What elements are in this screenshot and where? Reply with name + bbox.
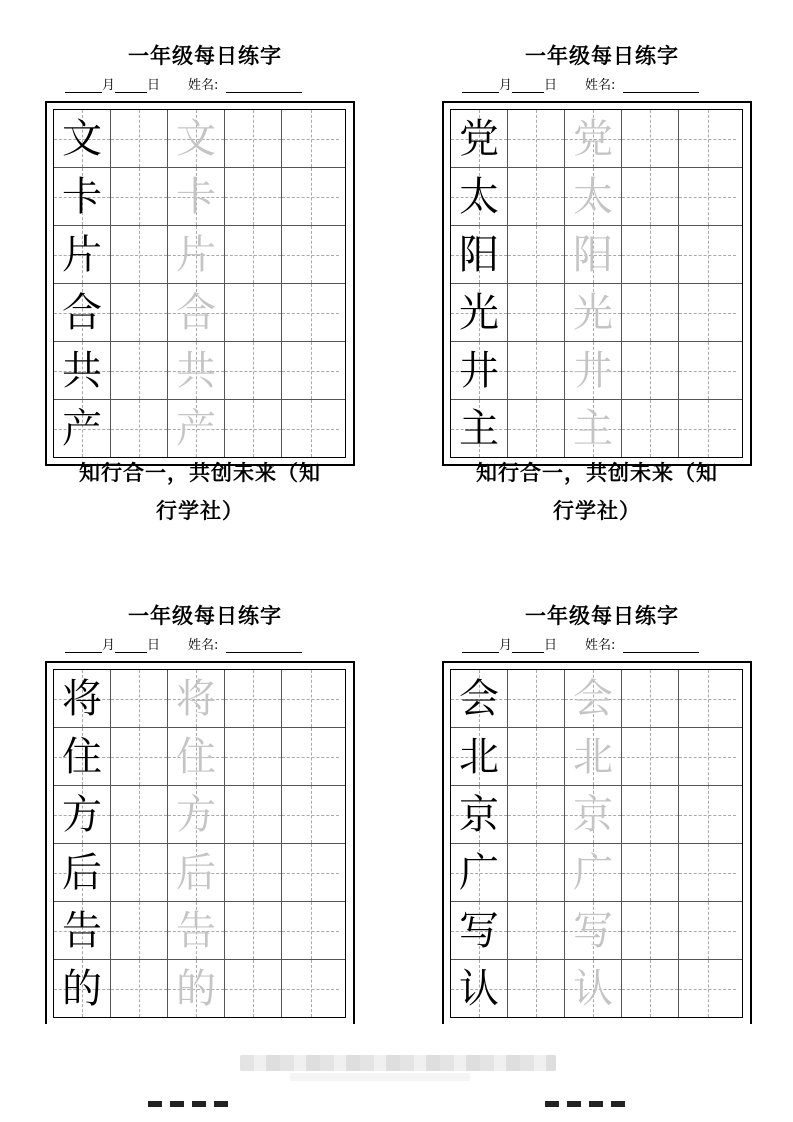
practice-cell[interactable] xyxy=(282,226,339,283)
grid-row xyxy=(451,400,742,457)
practice-cell[interactable] xyxy=(225,400,282,457)
practice-cell[interactable] xyxy=(111,342,168,399)
practice-cell[interactable] xyxy=(282,284,339,341)
trace-char-cell[interactable]: 北 xyxy=(565,728,622,785)
model-char-cell: 京 xyxy=(451,786,508,843)
grid-row xyxy=(451,670,742,728)
trace-char-cell[interactable]: 后 xyxy=(168,844,225,901)
practice-cell[interactable] xyxy=(225,226,282,283)
trace-char-cell[interactable]: 阳 xyxy=(565,226,622,283)
month-blank[interactable] xyxy=(65,78,102,93)
trace-char-cell[interactable]: 合 xyxy=(168,284,225,341)
practice-cell[interactable] xyxy=(282,168,339,225)
practice-cell[interactable] xyxy=(225,728,282,785)
cropped-motto-fragment-left xyxy=(148,1092,238,1106)
model-char-cell: 方 xyxy=(54,786,111,843)
practice-cell[interactable] xyxy=(622,728,679,785)
model-char-cell: 党 xyxy=(451,110,508,167)
month-label: 月 xyxy=(499,78,513,93)
date-name-line xyxy=(462,74,699,93)
practice-cell[interactable] xyxy=(225,844,282,901)
day-label: 日 xyxy=(544,638,558,653)
practice-cell[interactable] xyxy=(622,844,679,901)
practice-cell[interactable] xyxy=(508,844,565,901)
practice-cell[interactable] xyxy=(225,168,282,225)
model-char-cell: 卡 xyxy=(54,168,111,225)
model-char-cell: 后 xyxy=(54,844,111,901)
sheet-title: 一年级每日练字 xyxy=(128,44,282,68)
trace-char-cell[interactable]: 写 xyxy=(565,902,622,959)
practice-cell[interactable] xyxy=(679,400,736,457)
practice-cell[interactable] xyxy=(282,670,339,727)
practice-cell[interactable] xyxy=(622,400,679,457)
writing-grid xyxy=(450,109,743,458)
model-char-cell: 广 xyxy=(451,844,508,901)
date-name-line xyxy=(65,634,302,653)
practice-cell[interactable] xyxy=(508,728,565,785)
grid-row xyxy=(54,284,345,342)
trace-char-cell[interactable]: 太 xyxy=(565,168,622,225)
month-blank[interactable] xyxy=(462,78,499,93)
practice-cell[interactable] xyxy=(679,902,736,959)
trace-char-cell[interactable]: 京 xyxy=(565,786,622,843)
trace-char-cell[interactable]: 文 xyxy=(168,110,225,167)
grid-row xyxy=(54,226,345,284)
practice-cell[interactable] xyxy=(508,284,565,341)
grid-row xyxy=(451,902,742,960)
practice-cell[interactable] xyxy=(508,902,565,959)
name-blank[interactable] xyxy=(226,78,302,93)
practice-cell[interactable] xyxy=(679,226,736,283)
grid-row xyxy=(54,110,345,168)
practice-cell[interactable] xyxy=(111,902,168,959)
practice-cell[interactable] xyxy=(679,844,736,901)
practice-cell[interactable] xyxy=(111,226,168,283)
practice-cell[interactable] xyxy=(508,168,565,225)
motto: 知行合一，共创未来（知 行学社） xyxy=(79,461,321,523)
model-char-cell: 告 xyxy=(54,902,111,959)
practice-cell[interactable] xyxy=(282,902,339,959)
model-char-cell: 会 xyxy=(451,670,508,727)
practice-cell[interactable] xyxy=(622,670,679,727)
model-char-cell: 阳 xyxy=(451,226,508,283)
name-blank[interactable] xyxy=(623,638,699,653)
practice-cell[interactable] xyxy=(679,110,736,167)
writing-grid xyxy=(53,109,346,458)
model-char-cell: 主 xyxy=(451,400,508,457)
trace-char-cell[interactable]: 光 xyxy=(565,284,622,341)
model-char-cell: 文 xyxy=(54,110,111,167)
writing-grid xyxy=(53,669,346,1018)
writing-grid-frame xyxy=(442,101,752,466)
grid-row xyxy=(451,342,742,400)
practice-cell[interactable] xyxy=(282,400,339,457)
model-char-cell: 产 xyxy=(54,400,111,457)
practice-cell[interactable] xyxy=(111,786,168,843)
practice-cell[interactable] xyxy=(508,342,565,399)
grid-row xyxy=(54,960,345,1017)
date-name-line xyxy=(65,74,302,93)
sheet-title: 一年级每日练字 xyxy=(128,604,282,628)
practice-cell[interactable] xyxy=(225,110,282,167)
practice-cell[interactable] xyxy=(622,110,679,167)
trace-char-cell[interactable]: 会 xyxy=(565,670,622,727)
practice-cell[interactable] xyxy=(679,786,736,843)
month-blank[interactable] xyxy=(65,638,102,653)
grid-row xyxy=(451,786,742,844)
model-char-cell: 认 xyxy=(451,960,508,1017)
practice-cell[interactable] xyxy=(508,226,565,283)
model-char-cell: 住 xyxy=(54,728,111,785)
writing-grid-frame xyxy=(442,661,752,1024)
grid-row xyxy=(451,284,742,342)
practice-cell[interactable] xyxy=(111,400,168,457)
motto: 知行合一，共创未来（知 行学社） xyxy=(476,461,718,523)
month-label: 月 xyxy=(102,78,116,93)
trace-char-cell[interactable]: 共 xyxy=(168,342,225,399)
trace-char-cell[interactable]: 住 xyxy=(168,728,225,785)
practice-cell[interactable] xyxy=(679,284,736,341)
blurred-overlay-shadow xyxy=(290,1073,470,1081)
trace-char-cell[interactable]: 党 xyxy=(565,110,622,167)
practice-cell[interactable] xyxy=(622,168,679,225)
day-blank[interactable] xyxy=(512,638,544,653)
practice-cell[interactable] xyxy=(622,226,679,283)
grid-row xyxy=(54,786,345,844)
practice-cell[interactable] xyxy=(679,960,736,1017)
grid-row xyxy=(54,844,345,902)
name-label: 姓名: xyxy=(188,78,219,93)
grid-row xyxy=(451,110,742,168)
grid-row xyxy=(451,844,742,902)
day-label: 日 xyxy=(147,78,161,93)
model-char-cell: 井 xyxy=(451,342,508,399)
sheet-title: 一年级每日练字 xyxy=(525,44,679,68)
grid-row xyxy=(451,168,742,226)
grid-row xyxy=(451,226,742,284)
practice-cell[interactable] xyxy=(225,670,282,727)
name-blank[interactable] xyxy=(623,78,699,93)
model-char-cell: 的 xyxy=(54,960,111,1017)
practice-cell[interactable] xyxy=(508,110,565,167)
practice-cell[interactable] xyxy=(622,284,679,341)
day-blank[interactable] xyxy=(115,78,147,93)
practice-cell[interactable] xyxy=(225,342,282,399)
model-char-cell: 北 xyxy=(451,728,508,785)
practice-cell[interactable] xyxy=(225,786,282,843)
name-label: 姓名: xyxy=(188,638,219,653)
practice-cell[interactable] xyxy=(679,168,736,225)
trace-char-cell[interactable]: 主 xyxy=(565,400,622,457)
model-char-cell: 合 xyxy=(54,284,111,341)
writing-grid-frame xyxy=(45,101,355,466)
name-label: 姓名: xyxy=(585,78,616,93)
practice-cell[interactable] xyxy=(111,728,168,785)
model-char-cell: 片 xyxy=(54,226,111,283)
name-label: 姓名: xyxy=(585,638,616,653)
practice-cell[interactable] xyxy=(282,342,339,399)
grid-row xyxy=(451,960,742,1017)
practice-cell[interactable] xyxy=(679,670,736,727)
trace-char-cell[interactable]: 将 xyxy=(168,670,225,727)
practice-cell[interactable] xyxy=(111,168,168,225)
day-label: 日 xyxy=(147,638,161,653)
practice-cell[interactable] xyxy=(508,960,565,1017)
practice-cell[interactable] xyxy=(111,844,168,901)
practice-cell[interactable] xyxy=(225,902,282,959)
practice-cell[interactable] xyxy=(111,960,168,1017)
grid-row xyxy=(54,400,345,457)
model-char-cell: 将 xyxy=(54,670,111,727)
trace-char-cell[interactable]: 告 xyxy=(168,902,225,959)
day-label: 日 xyxy=(544,78,558,93)
practice-cell[interactable] xyxy=(508,670,565,727)
blurred-overlay xyxy=(240,1055,556,1071)
practice-cell[interactable] xyxy=(679,342,736,399)
model-char-cell: 光 xyxy=(451,284,508,341)
practice-cell[interactable] xyxy=(282,786,339,843)
practice-cell[interactable] xyxy=(111,670,168,727)
practice-cell[interactable] xyxy=(282,844,339,901)
practice-cell[interactable] xyxy=(282,728,339,785)
trace-char-cell[interactable]: 方 xyxy=(168,786,225,843)
grid-row xyxy=(54,728,345,786)
trace-char-cell[interactable]: 产 xyxy=(168,400,225,457)
practice-cell[interactable] xyxy=(622,786,679,843)
model-char-cell: 太 xyxy=(451,168,508,225)
writing-grid xyxy=(450,669,743,1018)
practice-cell[interactable] xyxy=(622,342,679,399)
practice-cell[interactable] xyxy=(225,960,282,1017)
name-blank[interactable] xyxy=(226,638,302,653)
date-name-line xyxy=(462,634,699,653)
grid-row xyxy=(54,902,345,960)
writing-grid-frame xyxy=(45,661,355,1024)
practice-cell[interactable] xyxy=(111,110,168,167)
grid-row xyxy=(451,728,742,786)
practice-cell[interactable] xyxy=(111,284,168,341)
practice-cell[interactable] xyxy=(622,960,679,1017)
trace-char-cell[interactable]: 卡 xyxy=(168,168,225,225)
trace-char-cell[interactable]: 片 xyxy=(168,226,225,283)
practice-cell[interactable] xyxy=(508,400,565,457)
practice-cell[interactable] xyxy=(679,728,736,785)
month-blank[interactable] xyxy=(462,638,499,653)
grid-row xyxy=(54,168,345,226)
cropped-motto-fragment-right xyxy=(545,1092,635,1106)
model-char-cell: 共 xyxy=(54,342,111,399)
model-char-cell: 写 xyxy=(451,902,508,959)
month-label: 月 xyxy=(499,638,513,653)
practice-cell[interactable] xyxy=(508,786,565,843)
trace-char-cell[interactable]: 的 xyxy=(168,960,225,1017)
grid-row xyxy=(54,670,345,728)
practice-cell[interactable] xyxy=(282,960,339,1017)
trace-char-cell[interactable]: 广 xyxy=(565,844,622,901)
day-blank[interactable] xyxy=(512,78,544,93)
grid-row xyxy=(54,342,345,400)
trace-char-cell[interactable]: 井 xyxy=(565,342,622,399)
practice-cell[interactable] xyxy=(282,110,339,167)
trace-char-cell[interactable]: 认 xyxy=(565,960,622,1017)
practice-cell[interactable] xyxy=(622,902,679,959)
sheet-title: 一年级每日练字 xyxy=(525,604,679,628)
month-label: 月 xyxy=(102,638,116,653)
practice-cell[interactable] xyxy=(225,284,282,341)
day-blank[interactable] xyxy=(115,638,147,653)
